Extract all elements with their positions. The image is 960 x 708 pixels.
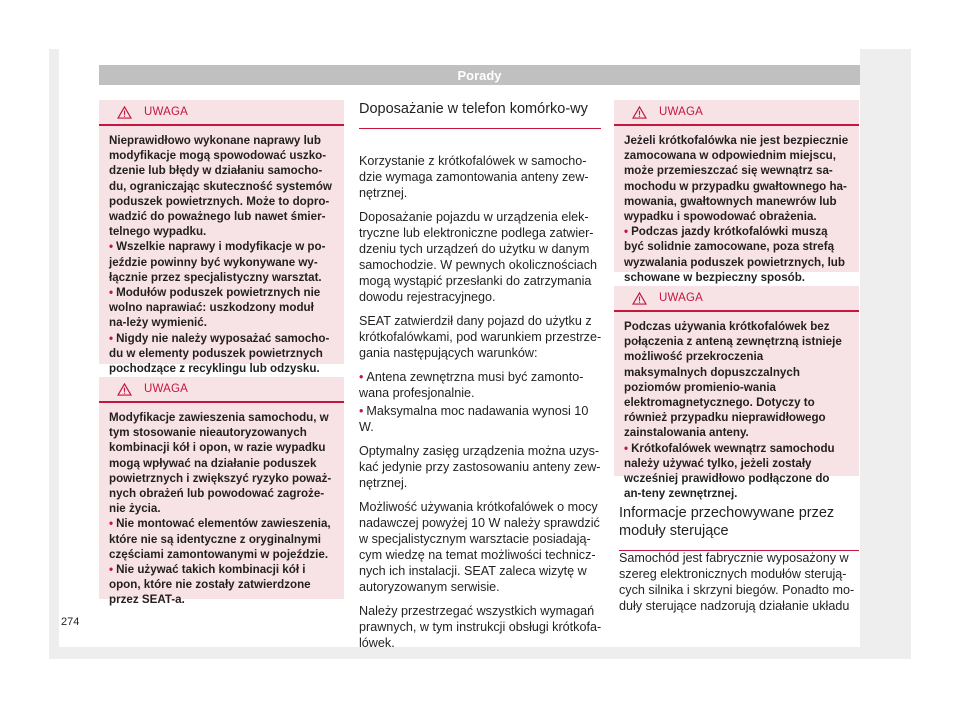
- paragraph: Samochód jest fabrycznie wyposażony w szereg elektronicznych modułów sterują-cych silnika i skrzyni biegów. Ponadto mo-duły sterujące nadzorują działanie układu: [619, 551, 855, 613]
- warning-bullet: • Nigdy nie należy wyposażać samocho-du w elementy poduszek powietrznych pochodzące z recyklingu lub odzysku.: [109, 331, 334, 377]
- warning-box-radiation: [614, 286, 859, 501]
- warning-bullet: • Nie używać takich kombinacji kół i opon, które nie zostały zatwierdzone przez SEAT-a.: [109, 562, 334, 608]
- warning-box-repairs: [99, 100, 344, 376]
- warning-triangle-icon: [632, 292, 647, 305]
- warning-intro: Nieprawidłowo wykonane naprawy lub modyfikacje mogą spowodować uszko-dzenie lub błędy w działaniu samocho-du, ograniczając skuteczność systemów poduszek powietrznych. Może to dopro-wadzić do poważnego lub nawet śmier-telnego wypadku.: [109, 134, 332, 239]
- header-title: Porady: [457, 67, 502, 83]
- warning-header: [614, 100, 859, 126]
- warning-body: [109, 133, 334, 376]
- warning-header: [614, 286, 859, 312]
- warning-bullet: • Krótkofalówek wewnątrz samochodu należy używać tylko, jeżeli zostały wcześniej prawidłowo podłączone do an-teny zewnętrznej.: [624, 441, 849, 502]
- warning-triangle-icon: [117, 106, 132, 119]
- warning-header: [99, 100, 344, 126]
- list-item: • Antena zewnętrzna musi być zamonto-wana profesjonalnie.: [359, 369, 604, 401]
- paragraph: Możliwość używania krótkofalówek o mocy nadawczej powyżej 10 W należy sprawdzić w specjalistycznym warsztacie posiadają-cym wiedzę na temat możliwości technicz-nych ich instalacji. SEAT zaleca wizytę w autoryzowanym serwisie.: [359, 500, 600, 594]
- warning-intro: Podczas używania krótkofalówek bez połączenia z anteną zewnętrzną istnieje możliwość przekroczenia maksymalnych dopuszczalnych poziomów promienio-wania elektromagnetycznego. Dotyczy to również przypadku nieprawidłowego zainstalowania anteny.: [624, 320, 842, 440]
- paragraph: Korzystanie z krótkofalówek w samocho-dzie wymaga zamontowania anteny zew-nętrznej.: [359, 154, 589, 200]
- warning-intro: Modyfikacje zawieszenia samochodu, w tym stosowanie nieautoryzowanych kombinacji kół i opon, w razie wypadku mogą wpływać na działanie poduszek powietrznych i zwiększyć ryzyko poważ-nych obrażeń lub powodować zagroże-nie życia.: [109, 411, 332, 516]
- warning-body: [109, 410, 334, 608]
- warning-intro: Jeżeli krótkofalówka nie jest bezpiecznie zamocowana w odpowiednim miejscu, może przemieszczać się wewnątrz sa-mochodu w przypadku gwałtownego ha-mowania, gwałtownych manewrów lub wypadku i spowodować obrażenia.: [624, 134, 849, 224]
- warning-triangle-icon: [632, 106, 647, 119]
- paragraph: Doposażanie pojazdu w urządzenia elek-tryczne lub elektroniczne podlega zatwier-dzeniu tych urządzeń do użytku w danym samochodzie. W pewnych okolicznościach mogą wystąpić przesłanki do zatrzymania dowodu rejestracyjnego.: [359, 210, 597, 304]
- page-number: 274: [61, 616, 80, 628]
- section-title-control-units: Informacje przechowywane przez moduły sterujące: [619, 504, 859, 551]
- warning-box-mounting: [614, 100, 859, 284]
- section-body-control-units: [619, 550, 862, 622]
- warning-title: UWAGA: [144, 106, 189, 118]
- section-body-phone: [359, 153, 604, 659]
- warning-title: UWAGA: [659, 292, 704, 304]
- warning-bullet: • Modułów poduszek powietrznych nie wolno naprawiać: uszkodzony moduł na-leży wymienić.: [109, 285, 334, 331]
- warning-title: UWAGA: [659, 106, 704, 118]
- page-header: [99, 65, 860, 85]
- warning-body: [624, 133, 849, 285]
- list-item: • Maksymalna moc nadawania wynosi 10 W.: [359, 403, 604, 435]
- paragraph: SEAT zatwierdził dany pojazd do użytku z krótkofalówkami, pod warunkiem przestrze-gania następujących warunków:: [359, 314, 602, 360]
- paragraph: Optymalny zasięg urządzenia można uzys-kać jedynie przy zastosowaniu anteny zew-nętrznej.: [359, 444, 601, 490]
- warning-bullet: • Nie montować elementów zawieszenia, które nie są identyczne z oryginalnymi częściami zamontowanymi w pojeździe.: [109, 516, 334, 562]
- warning-body: [624, 319, 849, 501]
- warning-box-suspension: [99, 377, 344, 607]
- section-title-phone: Doposażanie w telefon komórko-wy: [359, 100, 601, 129]
- paragraph: Należy przestrzegać wszystkich wymagań prawnych, w tym instrukcji obsługi krótkofa-lówek.: [359, 604, 602, 650]
- warning-header: [99, 377, 344, 403]
- warning-title: UWAGA: [144, 383, 189, 395]
- warning-triangle-icon: [117, 383, 132, 396]
- warning-bullet: • Wszelkie naprawy i modyfikacje w po-jeździe powinny być wykonywane wy-łącznie przez specjalistyczny warsztat.: [109, 239, 334, 285]
- warning-bullet: • Podczas jazdy krótkofalówki muszą być solidnie zamocowane, poza strefą wyzwalania poduszek powietrznych, lub schowane w bezpieczny sposób.: [624, 224, 849, 285]
